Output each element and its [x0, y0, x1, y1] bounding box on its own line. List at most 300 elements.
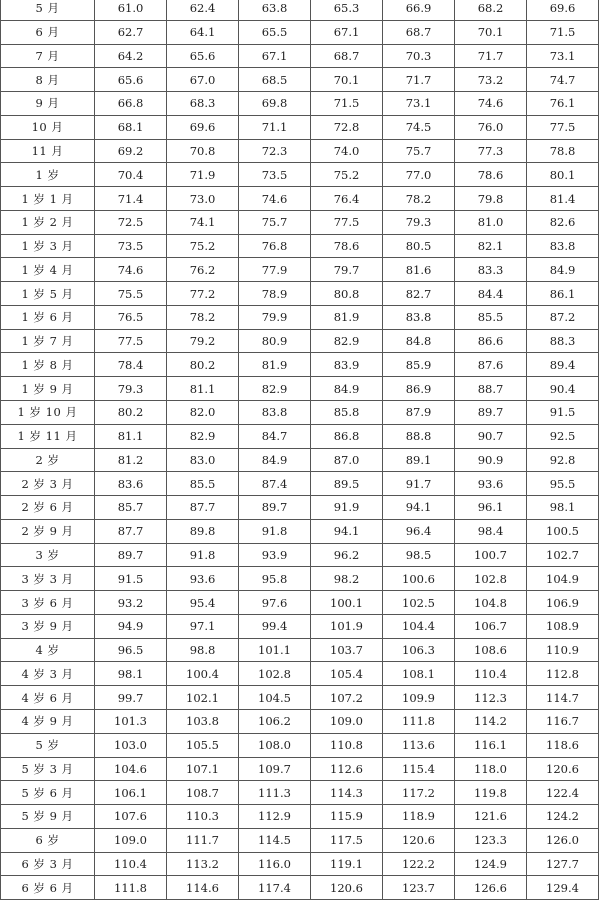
value-cell: 72.3: [239, 139, 311, 163]
value-cell: 76.1: [527, 92, 599, 116]
value-cell: 71.4: [95, 187, 167, 211]
value-cell: 66.9: [383, 0, 455, 20]
value-cell: 66.8: [95, 92, 167, 116]
value-cell: 114.2: [455, 709, 527, 733]
table-row: [1, 662, 599, 686]
value-cell: 95.4: [167, 591, 239, 615]
value-cell: 79.8: [455, 187, 527, 211]
value-cell: 78.2: [383, 187, 455, 211]
value-cell: 100.7: [455, 543, 527, 567]
age-cell: 5 岁 3 月: [1, 757, 95, 781]
value-cell: 89.8: [167, 519, 239, 543]
value-cell: 80.9: [239, 329, 311, 353]
value-cell: 76.0: [455, 115, 527, 139]
value-cell: 77.5: [95, 329, 167, 353]
value-cell: 100.4: [167, 662, 239, 686]
value-cell: 62.4: [167, 0, 239, 20]
value-cell: 73.2: [455, 68, 527, 92]
value-cell: 106.2: [239, 709, 311, 733]
value-cell: 89.7: [239, 496, 311, 520]
table-row: [1, 353, 599, 377]
table-row: [1, 852, 599, 876]
table-row: [1, 709, 599, 733]
age-cell: 11 月: [1, 139, 95, 163]
value-cell: 118.0: [455, 757, 527, 781]
age-cell: 1 岁: [1, 163, 95, 187]
table-row: [1, 305, 599, 329]
table-row: [1, 210, 599, 234]
value-cell: 115.9: [311, 805, 383, 829]
table-row: [1, 377, 599, 401]
value-cell: 82.7: [383, 282, 455, 306]
value-cell: 83.8: [527, 234, 599, 258]
value-cell: 84.7: [239, 424, 311, 448]
value-cell: 111.7: [167, 828, 239, 852]
age-cell: 3 岁: [1, 543, 95, 567]
value-cell: 81.1: [95, 424, 167, 448]
value-cell: 93.6: [455, 472, 527, 496]
value-cell: 104.6: [95, 757, 167, 781]
value-cell: 84.4: [455, 282, 527, 306]
value-cell: 79.9: [239, 305, 311, 329]
value-cell: 79.3: [95, 377, 167, 401]
table-row: [1, 876, 599, 900]
value-cell: 82.9: [167, 424, 239, 448]
value-cell: 69.6: [167, 115, 239, 139]
value-cell: 71.7: [455, 44, 527, 68]
value-cell: 88.7: [455, 377, 527, 401]
table-row: [1, 828, 599, 852]
value-cell: 119.1: [311, 852, 383, 876]
value-cell: 105.4: [311, 662, 383, 686]
value-cell: 124.2: [527, 805, 599, 829]
value-cell: 73.1: [527, 44, 599, 68]
value-cell: 100.6: [383, 567, 455, 591]
value-cell: 96.2: [311, 543, 383, 567]
value-cell: 110.9: [527, 638, 599, 662]
table-row: [1, 329, 599, 353]
age-cell: 5 月: [1, 0, 95, 20]
value-cell: 102.8: [455, 567, 527, 591]
table-row: [1, 805, 599, 829]
value-cell: 68.7: [383, 20, 455, 44]
table-body: [1, 0, 599, 900]
value-cell: 129.4: [527, 876, 599, 900]
value-cell: 81.9: [239, 353, 311, 377]
value-cell: 113.6: [383, 733, 455, 757]
value-cell: 94.1: [383, 496, 455, 520]
value-cell: 91.5: [527, 401, 599, 425]
value-cell: 94.9: [95, 614, 167, 638]
value-cell: 111.8: [383, 709, 455, 733]
value-cell: 119.8: [455, 781, 527, 805]
value-cell: 73.5: [239, 163, 311, 187]
age-cell: 4 岁 3 月: [1, 662, 95, 686]
value-cell: 106.3: [383, 638, 455, 662]
value-cell: 111.8: [95, 876, 167, 900]
table-row: [1, 448, 599, 472]
table-row: [1, 686, 599, 710]
value-cell: 69.2: [95, 139, 167, 163]
value-cell: 83.6: [95, 472, 167, 496]
value-cell: 108.7: [167, 781, 239, 805]
value-cell: 85.5: [455, 305, 527, 329]
value-cell: 83.3: [455, 258, 527, 282]
value-cell: 78.6: [455, 163, 527, 187]
table-row: [1, 20, 599, 44]
age-cell: 4 岁 9 月: [1, 709, 95, 733]
value-cell: 86.6: [455, 329, 527, 353]
value-cell: 114.6: [167, 876, 239, 900]
table-row: [1, 282, 599, 306]
value-cell: 91.9: [311, 496, 383, 520]
value-cell: 76.8: [239, 234, 311, 258]
value-cell: 92.5: [527, 424, 599, 448]
table-row: [1, 614, 599, 638]
value-cell: 86.1: [527, 282, 599, 306]
value-cell: 74.6: [239, 187, 311, 211]
table-row: [1, 92, 599, 116]
value-cell: 93.2: [95, 591, 167, 615]
value-cell: 110.4: [95, 852, 167, 876]
value-cell: 108.6: [455, 638, 527, 662]
value-cell: 62.7: [95, 20, 167, 44]
value-cell: 122.4: [527, 781, 599, 805]
value-cell: 69.6: [527, 0, 599, 20]
table-row: [1, 424, 599, 448]
table-row: [1, 496, 599, 520]
value-cell: 82.9: [311, 329, 383, 353]
value-cell: 75.5: [95, 282, 167, 306]
value-cell: 112.9: [239, 805, 311, 829]
value-cell: 85.5: [167, 472, 239, 496]
value-cell: 126.6: [455, 876, 527, 900]
value-cell: 68.7: [311, 44, 383, 68]
value-cell: 74.6: [95, 258, 167, 282]
value-cell: 68.2: [455, 0, 527, 20]
value-cell: 74.7: [527, 68, 599, 92]
value-cell: 76.2: [167, 258, 239, 282]
value-cell: 89.4: [527, 353, 599, 377]
value-cell: 91.8: [167, 543, 239, 567]
value-cell: 80.1: [527, 163, 599, 187]
value-cell: 127.7: [527, 852, 599, 876]
age-cell: 2 岁 3 月: [1, 472, 95, 496]
value-cell: 89.7: [455, 401, 527, 425]
value-cell: 102.7: [527, 543, 599, 567]
value-cell: 84.8: [383, 329, 455, 353]
value-cell: 101.9: [311, 614, 383, 638]
value-cell: 120.6: [311, 876, 383, 900]
value-cell: 65.6: [95, 68, 167, 92]
value-cell: 86.9: [383, 377, 455, 401]
value-cell: 82.1: [455, 234, 527, 258]
table-row: [1, 44, 599, 68]
table-row: [1, 0, 599, 20]
value-cell: 67.0: [167, 68, 239, 92]
value-cell: 109.7: [239, 757, 311, 781]
value-cell: 80.2: [167, 353, 239, 377]
value-cell: 65.5: [239, 20, 311, 44]
value-cell: 107.6: [95, 805, 167, 829]
value-cell: 87.7: [167, 496, 239, 520]
age-cell: 4 岁: [1, 638, 95, 662]
value-cell: 69.8: [239, 92, 311, 116]
value-cell: 104.9: [527, 567, 599, 591]
table-row: [1, 757, 599, 781]
value-cell: 90.9: [455, 448, 527, 472]
value-cell: 82.0: [167, 401, 239, 425]
value-cell: 85.9: [383, 353, 455, 377]
value-cell: 90.7: [455, 424, 527, 448]
value-cell: 95.5: [527, 472, 599, 496]
value-cell: 61.0: [95, 0, 167, 20]
age-cell: 6 岁 3 月: [1, 852, 95, 876]
age-cell: 4 岁 6 月: [1, 686, 95, 710]
value-cell: 75.2: [311, 163, 383, 187]
age-cell: 1 岁 10 月: [1, 401, 95, 425]
value-cell: 102.5: [383, 591, 455, 615]
value-cell: 122.2: [383, 852, 455, 876]
table-row: [1, 115, 599, 139]
value-cell: 115.4: [383, 757, 455, 781]
value-cell: 123.3: [455, 828, 527, 852]
value-cell: 70.1: [455, 20, 527, 44]
value-cell: 87.2: [527, 305, 599, 329]
value-cell: 77.3: [455, 139, 527, 163]
value-cell: 109.0: [311, 709, 383, 733]
value-cell: 77.0: [383, 163, 455, 187]
value-cell: 73.0: [167, 187, 239, 211]
value-cell: 65.6: [167, 44, 239, 68]
value-cell: 98.2: [311, 567, 383, 591]
value-cell: 120.6: [527, 757, 599, 781]
value-cell: 75.7: [383, 139, 455, 163]
value-cell: 113.2: [167, 852, 239, 876]
value-cell: 98.8: [167, 638, 239, 662]
age-cell: 10 月: [1, 115, 95, 139]
value-cell: 78.6: [311, 234, 383, 258]
value-cell: 91.7: [383, 472, 455, 496]
value-cell: 80.5: [383, 234, 455, 258]
value-cell: 114.5: [239, 828, 311, 852]
age-cell: 6 岁: [1, 828, 95, 852]
value-cell: 76.5: [95, 305, 167, 329]
age-cell: 1 岁 5 月: [1, 282, 95, 306]
value-cell: 78.2: [167, 305, 239, 329]
value-cell: 64.1: [167, 20, 239, 44]
value-cell: 123.7: [383, 876, 455, 900]
value-cell: 87.9: [383, 401, 455, 425]
value-cell: 63.8: [239, 0, 311, 20]
age-cell: 5 岁 6 月: [1, 781, 95, 805]
value-cell: 87.0: [311, 448, 383, 472]
value-cell: 101.1: [239, 638, 311, 662]
value-cell: 72.8: [311, 115, 383, 139]
table-row: [1, 638, 599, 662]
value-cell: 110.8: [311, 733, 383, 757]
value-cell: 86.8: [311, 424, 383, 448]
value-cell: 76.4: [311, 187, 383, 211]
value-cell: 97.6: [239, 591, 311, 615]
value-cell: 121.6: [455, 805, 527, 829]
age-cell: 1 岁 4 月: [1, 258, 95, 282]
value-cell: 74.1: [167, 210, 239, 234]
value-cell: 101.3: [95, 709, 167, 733]
value-cell: 97.1: [167, 614, 239, 638]
value-cell: 117.5: [311, 828, 383, 852]
value-cell: 100.1: [311, 591, 383, 615]
age-cell: 8 月: [1, 68, 95, 92]
value-cell: 91.5: [95, 567, 167, 591]
value-cell: 87.6: [455, 353, 527, 377]
value-cell: 89.7: [95, 543, 167, 567]
value-cell: 107.1: [167, 757, 239, 781]
value-cell: 109.0: [95, 828, 167, 852]
value-cell: 71.1: [239, 115, 311, 139]
value-cell: 103.7: [311, 638, 383, 662]
value-cell: 73.1: [383, 92, 455, 116]
table-row: [1, 567, 599, 591]
value-cell: 99.7: [95, 686, 167, 710]
age-cell: 2 岁 9 月: [1, 519, 95, 543]
value-cell: 98.4: [455, 519, 527, 543]
value-cell: 96.1: [455, 496, 527, 520]
value-cell: 77.2: [167, 282, 239, 306]
value-cell: 77.5: [527, 115, 599, 139]
age-cell: 2 岁 6 月: [1, 496, 95, 520]
age-cell: 1 岁 3 月: [1, 234, 95, 258]
value-cell: 73.5: [95, 234, 167, 258]
value-cell: 117.2: [383, 781, 455, 805]
value-cell: 81.4: [527, 187, 599, 211]
value-cell: 64.2: [95, 44, 167, 68]
value-cell: 102.8: [239, 662, 311, 686]
age-cell: 1 岁 6 月: [1, 305, 95, 329]
value-cell: 71.5: [311, 92, 383, 116]
value-cell: 93.9: [239, 543, 311, 567]
value-cell: 74.0: [311, 139, 383, 163]
value-cell: 70.8: [167, 139, 239, 163]
value-cell: 70.3: [383, 44, 455, 68]
age-cell: 5 岁 9 月: [1, 805, 95, 829]
value-cell: 98.5: [383, 543, 455, 567]
value-cell: 70.1: [311, 68, 383, 92]
table-row: [1, 68, 599, 92]
value-cell: 87.7: [95, 519, 167, 543]
value-cell: 103.8: [167, 709, 239, 733]
value-cell: 96.4: [383, 519, 455, 543]
value-cell: 104.5: [239, 686, 311, 710]
value-cell: 67.1: [239, 44, 311, 68]
value-cell: 84.9: [311, 377, 383, 401]
value-cell: 88.3: [527, 329, 599, 353]
value-cell: 108.0: [239, 733, 311, 757]
value-cell: 117.4: [239, 876, 311, 900]
value-cell: 90.4: [527, 377, 599, 401]
age-cell: 2 岁: [1, 448, 95, 472]
value-cell: 124.9: [455, 852, 527, 876]
age-cell: 1 岁 7 月: [1, 329, 95, 353]
value-cell: 83.0: [167, 448, 239, 472]
value-cell: 75.2: [167, 234, 239, 258]
value-cell: 81.1: [167, 377, 239, 401]
value-cell: 75.7: [239, 210, 311, 234]
value-cell: 87.4: [239, 472, 311, 496]
table-row: [1, 519, 599, 543]
value-cell: 109.9: [383, 686, 455, 710]
value-cell: 84.9: [527, 258, 599, 282]
age-cell: 3 岁 6 月: [1, 591, 95, 615]
value-cell: 110.3: [167, 805, 239, 829]
table-row: [1, 591, 599, 615]
value-cell: 82.9: [239, 377, 311, 401]
value-cell: 89.5: [311, 472, 383, 496]
value-cell: 81.9: [311, 305, 383, 329]
table-row: [1, 781, 599, 805]
value-cell: 103.0: [95, 733, 167, 757]
value-cell: 106.7: [455, 614, 527, 638]
value-cell: 71.5: [527, 20, 599, 44]
value-cell: 81.6: [383, 258, 455, 282]
value-cell: 79.3: [383, 210, 455, 234]
table-row: [1, 258, 599, 282]
value-cell: 98.1: [95, 662, 167, 686]
value-cell: 70.4: [95, 163, 167, 187]
age-cell: 1 岁 11 月: [1, 424, 95, 448]
value-cell: 112.8: [527, 662, 599, 686]
value-cell: 96.5: [95, 638, 167, 662]
value-cell: 108.9: [527, 614, 599, 638]
value-cell: 79.2: [167, 329, 239, 353]
value-cell: 120.6: [383, 828, 455, 852]
value-cell: 116.0: [239, 852, 311, 876]
value-cell: 80.8: [311, 282, 383, 306]
value-cell: 68.3: [167, 92, 239, 116]
value-cell: 83.8: [239, 401, 311, 425]
value-cell: 68.1: [95, 115, 167, 139]
value-cell: 72.5: [95, 210, 167, 234]
table-row: [1, 543, 599, 567]
value-cell: 112.6: [311, 757, 383, 781]
value-cell: 118.9: [383, 805, 455, 829]
age-cell: 6 月: [1, 20, 95, 44]
value-cell: 100.5: [527, 519, 599, 543]
table-row: [1, 139, 599, 163]
age-cell: 1 岁 2 月: [1, 210, 95, 234]
value-cell: 93.6: [167, 567, 239, 591]
value-cell: 98.1: [527, 496, 599, 520]
value-cell: 118.6: [527, 733, 599, 757]
value-cell: 83.9: [311, 353, 383, 377]
value-cell: 81.0: [455, 210, 527, 234]
value-cell: 99.4: [239, 614, 311, 638]
value-cell: 85.7: [95, 496, 167, 520]
value-cell: 84.9: [239, 448, 311, 472]
value-cell: 74.5: [383, 115, 455, 139]
value-cell: 71.9: [167, 163, 239, 187]
value-cell: 74.6: [455, 92, 527, 116]
value-cell: 95.8: [239, 567, 311, 591]
age-cell: 1 岁 8 月: [1, 353, 95, 377]
value-cell: 77.9: [239, 258, 311, 282]
value-cell: 91.8: [239, 519, 311, 543]
value-cell: 85.8: [311, 401, 383, 425]
value-cell: 71.7: [383, 68, 455, 92]
table-row: [1, 733, 599, 757]
value-cell: 107.2: [311, 686, 383, 710]
value-cell: 105.5: [167, 733, 239, 757]
